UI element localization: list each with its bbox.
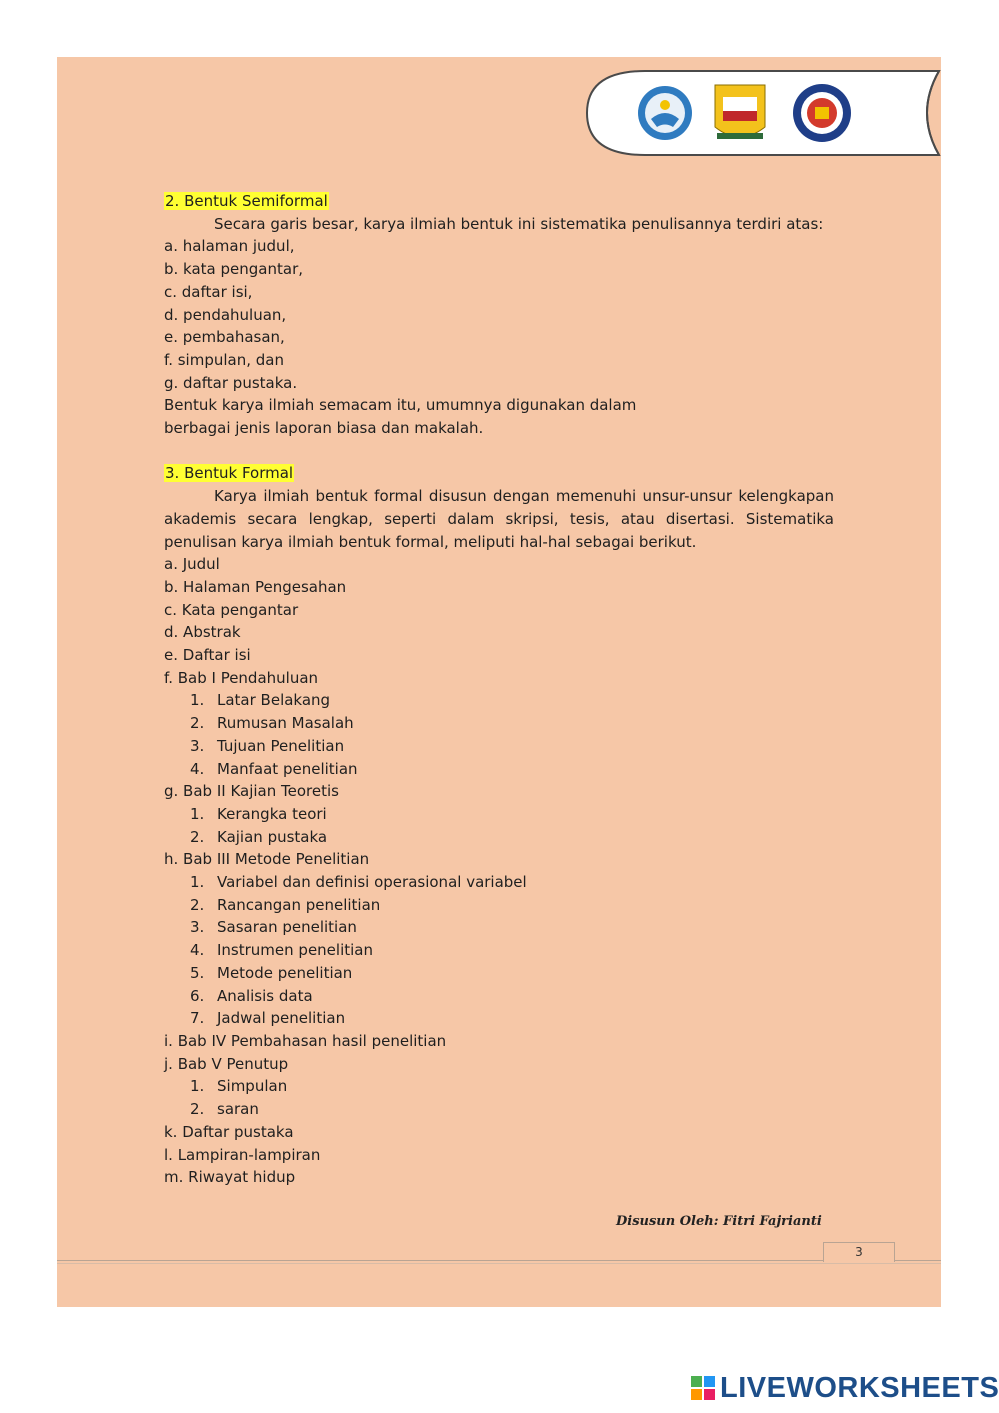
sub-list-item: 1. Kerangka teori (190, 804, 327, 823)
list-item: g. Bab II Kajian Teoretis (164, 782, 339, 801)
sub-list-item: 7. Jadwal penelitian (190, 1009, 346, 1028)
sub-list-item: 2. saran (190, 1100, 259, 1119)
sub-list-item: 3. Sasaran penelitian (190, 918, 357, 937)
sub-list-item: 1. Latar Belakang (190, 691, 331, 710)
section-semiformal (164, 190, 834, 440)
sub-list-item: 1. Simpulan (190, 1077, 288, 1096)
sub-list-item: 2. Kajian pustaka (190, 827, 328, 846)
sub-list-item: 2. Rumusan Masalah (190, 714, 354, 733)
sub-list-item: 5. Metode penelitian (190, 963, 353, 982)
document-page (57, 57, 941, 1307)
sub-list-item: 4. Instrumen penelitian (190, 941, 373, 960)
spacer (164, 440, 834, 463)
watermark-text: LIVEWORKSHEETS (720, 1371, 999, 1404)
kemdikbud-logo-icon (638, 86, 692, 140)
author-signature: Disusun Oleh: Fitri Fajrianti (616, 1214, 822, 1229)
list-item: c. daftar isi, (164, 282, 253, 301)
footer-divider (57, 1260, 941, 1261)
list-item: l. Lampiran-lampiran (164, 1145, 321, 1164)
list-item: b. kata pengantar, (164, 260, 303, 279)
list-item: e. Daftar isi (164, 646, 251, 665)
list-item: a. halaman judul, (164, 237, 295, 256)
list-item: f. Bab I Pendahuluan (164, 668, 319, 687)
sub-list-item: 6. Analisis data (190, 986, 313, 1005)
sub-list-item: 1. Variabel dan definisi operasional variabel (190, 873, 527, 892)
section-heading: 3. Bentuk Formal (165, 464, 294, 483)
list-item: k. Daftar pustaka (164, 1122, 294, 1141)
list-item: b. Halaman Pengesahan (164, 577, 347, 596)
list-item: i. Bab IV Pembahasan hasil penelitian (164, 1032, 447, 1050)
document-body (164, 190, 834, 1189)
sub-list-item: 3. Tujuan Penelitian (190, 736, 345, 755)
footer-divider (57, 1263, 941, 1264)
list-item: h. Bab III Metode Penelitian (164, 850, 370, 869)
section-intro: Karya ilmiah bentuk formal disusun dengan memenuhi unsur-unsur kelengkapan akademis secara lengkap, seperti dalam skripsi, tesis, atau disertasi. Sistematika penulisan karya ilmiah bentuk formal, meliputi hal-hal sebagai berikut. (164, 487, 834, 551)
page-number: 3 (823, 1242, 895, 1262)
section-formal (164, 462, 834, 1189)
province-emblem-icon (715, 85, 765, 139)
list-item: e. pembahasan, (164, 328, 285, 347)
section-intro: Secara garis besar, karya ilmiah bentuk ini sistematika penulisannya terdiri atas: (214, 214, 824, 233)
list-item: f. simpulan, dan (164, 350, 284, 369)
logo-banner (585, 67, 945, 159)
section-heading: 2. Bentuk Semiformal (165, 192, 328, 210)
list-item: m. Riwayat hidup (164, 1168, 296, 1187)
section-closing-line: Bentuk karya ilmiah semacam itu, umumnya digunakan dalam (164, 396, 637, 415)
sub-list-item: 2. Rancangan penelitian (190, 895, 381, 914)
list-item: d. Abstrak (164, 623, 241, 642)
list-item: g. daftar pustaka. (164, 373, 298, 392)
list-item: j. Bab V Penutup (164, 1054, 289, 1073)
section-closing-line: berbagai jenis laporan biasa dan makalah. (164, 419, 484, 438)
sub-list-item: 4. Manfaat penelitian (190, 759, 358, 778)
liveworksheets-watermark[interactable] (690, 1372, 999, 1404)
liveworksheets-logo-icon (690, 1375, 716, 1401)
list-item: a. Judul (164, 555, 220, 574)
list-item: d. pendahuluan, (164, 305, 287, 324)
list-item: c. Kata pengantar (164, 600, 299, 619)
university-seal-icon (793, 84, 851, 142)
